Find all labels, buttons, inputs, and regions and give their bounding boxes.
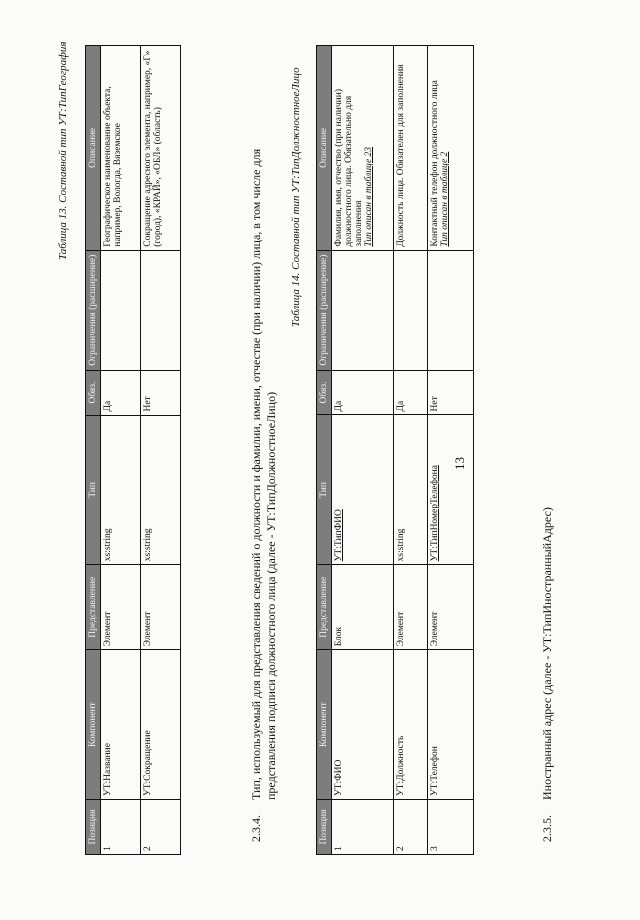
page-number: 13 bbox=[452, 457, 467, 470]
cell-type[interactable]: УТ:ТипФИО bbox=[332, 415, 394, 565]
cell-position: 3 bbox=[428, 800, 474, 855]
table-row bbox=[428, 46, 474, 855]
cell-type: xs:string bbox=[101, 415, 141, 565]
col-header: Компонент bbox=[86, 650, 101, 800]
col-header: Представление bbox=[86, 565, 101, 650]
col-header: Описание bbox=[86, 46, 101, 251]
description-text: Фамилия, имя, отчество (при наличии) должностного лица. Обязательно для заполнения bbox=[334, 88, 364, 247]
cell-description bbox=[428, 46, 474, 251]
cell-type[interactable]: УТ:ТипНомерТелефона bbox=[428, 415, 474, 565]
cell-representation: Элемент bbox=[428, 565, 474, 650]
col-header: Обяз. bbox=[317, 370, 332, 415]
cell-description bbox=[332, 46, 394, 251]
cell-component: УТ:Сокращение bbox=[141, 650, 181, 800]
cell-component: УТ:ФИО bbox=[332, 650, 394, 800]
col-header: Тип bbox=[317, 415, 332, 565]
table13-header-row bbox=[86, 46, 101, 855]
cell-limits bbox=[394, 250, 428, 370]
section-number: 2.3.5. bbox=[540, 815, 554, 842]
cell-position: 2 bbox=[394, 800, 428, 855]
cell-required: Да bbox=[101, 370, 141, 415]
col-header: Позиция bbox=[317, 800, 332, 855]
cell-description: Должность лица. Обязателен для заполнения bbox=[394, 46, 428, 251]
cell-type: xs:string bbox=[394, 415, 428, 565]
cell-required: Да bbox=[332, 370, 394, 415]
table14-caption: Таблица 14. Составной тип УТ:ТипДолжностноеЛицо bbox=[290, 67, 302, 327]
col-header: Тип bbox=[86, 415, 101, 565]
table-row bbox=[101, 46, 141, 855]
section-number: 2.3.4. bbox=[249, 815, 263, 842]
section-text: Тип, используемый для представления сведений о должности и фамилии, имени, отчестве (при наличии) лица, в том числе для представления подписи должностного лица (далее - УТ:ТипДолжностноеЛицо) bbox=[249, 148, 278, 800]
col-header: Ограничения (расширение) bbox=[86, 250, 101, 370]
col-header: Позиция bbox=[86, 800, 101, 855]
col-header: Описание bbox=[317, 46, 332, 251]
cell-description: Географическое наименование объекта, например, Вологда, Вяземское bbox=[101, 46, 141, 251]
cell-component: УТ:Должность bbox=[394, 650, 428, 800]
cell-limits bbox=[428, 250, 474, 370]
cell-position: 1 bbox=[101, 800, 141, 855]
cell-limits bbox=[101, 250, 141, 370]
table-row bbox=[141, 46, 181, 855]
description-note-link[interactable]: Тип описан в таблице 23 bbox=[364, 146, 374, 247]
section-text: Иностранный адрес (далее - УТ:ТипИностранныйАдрес) bbox=[540, 507, 554, 800]
cell-limits bbox=[141, 250, 181, 370]
cell-representation: Элемент bbox=[101, 565, 141, 650]
cell-representation: Блок bbox=[332, 565, 394, 650]
col-header: Ограничения (расширение) bbox=[317, 250, 332, 370]
cell-required: Да bbox=[394, 370, 428, 415]
cell-position: 2 bbox=[141, 800, 181, 855]
table13-caption: Таблица 13. Составной тип УТ:ТипГеография bbox=[57, 41, 69, 260]
table-13 bbox=[85, 45, 181, 855]
col-header: Компонент bbox=[317, 650, 332, 800]
cell-required: Нет bbox=[141, 370, 181, 415]
cell-required: Нет bbox=[428, 370, 474, 415]
cell-representation: Элемент bbox=[141, 565, 181, 650]
table-14 bbox=[316, 45, 474, 855]
cell-position: 1 bbox=[332, 800, 394, 855]
cell-representation: Элемент bbox=[394, 565, 428, 650]
section-2-3-5 bbox=[540, 242, 555, 842]
cell-description: Сокращение адресного элемента, например, «Г» (город), «КРАЙ», «ОБЛ» (область) bbox=[141, 46, 181, 251]
cell-limits bbox=[332, 250, 394, 370]
table-row bbox=[332, 46, 394, 855]
cell-component: УТ:Телефон bbox=[428, 650, 474, 800]
cell-component: УТ:Название bbox=[101, 650, 141, 800]
table-row bbox=[394, 46, 428, 855]
table14-header-row bbox=[317, 46, 332, 855]
description-text: Контактный телефон должностного лица bbox=[430, 80, 440, 247]
cell-type: xs:string bbox=[141, 415, 181, 565]
col-header: Представление bbox=[317, 565, 332, 650]
section-2-3-4 bbox=[249, 142, 279, 842]
col-header: Обяз. bbox=[86, 370, 101, 415]
description-note-link[interactable]: Тип описан в таблице 2 bbox=[440, 151, 450, 247]
